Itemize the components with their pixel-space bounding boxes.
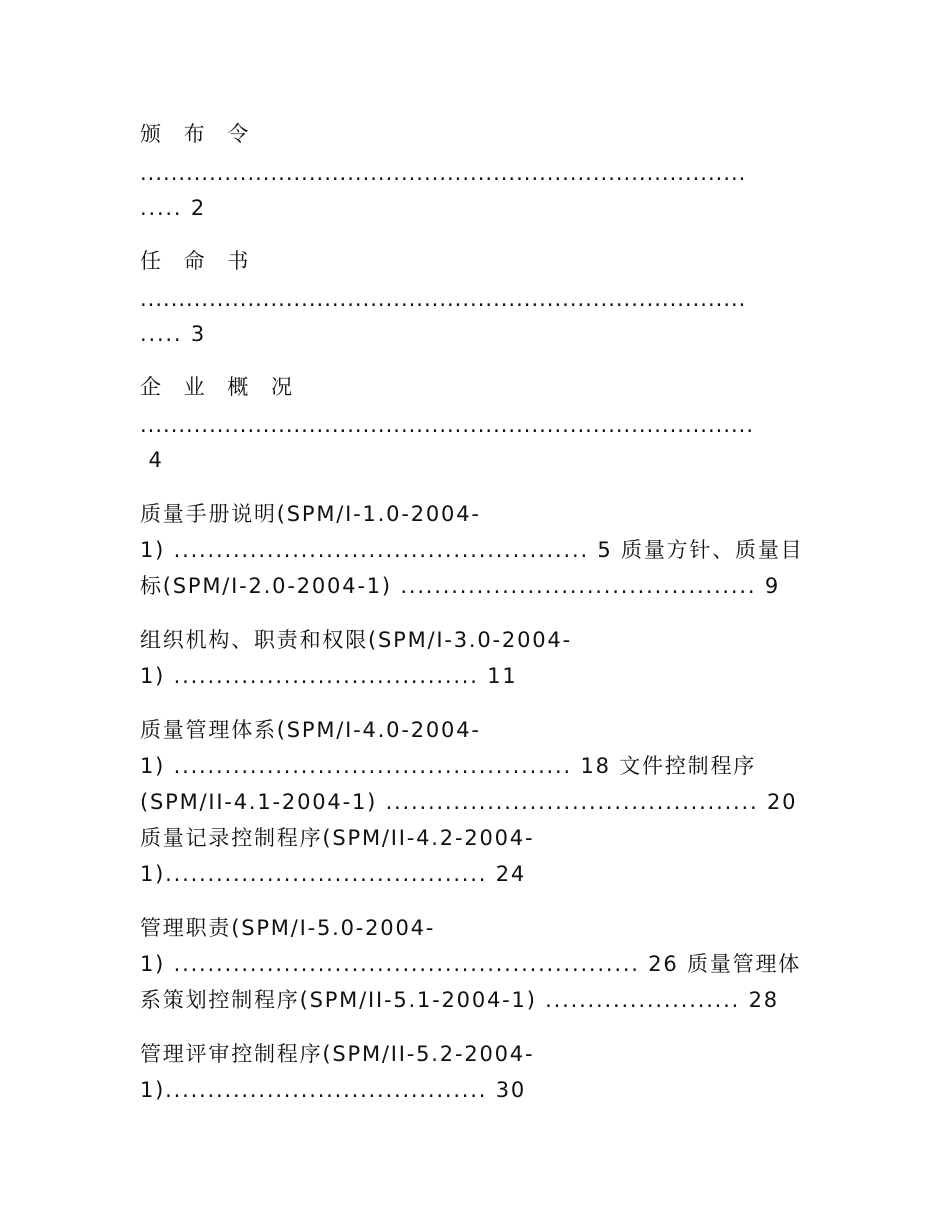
toc-line-company-profile-title: 企 业 概 况	[140, 375, 301, 399]
toc-line-dot-leader: ................................................................................	[140, 413, 755, 437]
toc-line-page-number: ..... 2	[140, 196, 207, 220]
toc-line-dot-leader: ...............................................................................	[140, 287, 747, 311]
toc-line-document-control: 1) ............................................... 18 文件控制程序	[140, 754, 757, 778]
toc-line-dot-leader: ...............................................................................	[140, 161, 747, 185]
toc-line-record-control: 质量记录控制程序(SPM/II-4.2-2004-	[140, 826, 535, 850]
toc-line-quality-policy: 1) ................................................. 5 质量方针、质量目	[140, 538, 804, 562]
toc-line-quality-manual-note: 质量手册说明(SPM/I-1.0-2004-	[140, 502, 481, 526]
toc-line-management-review-page: 1)...................................... 30	[140, 1078, 527, 1102]
toc-line-organization-page: 1) .................................... 11	[140, 664, 518, 688]
toc-line-document-control-code: (SPM/II-4.1-2004-1) ............................................ 20	[140, 790, 798, 814]
toc-line-qms-planning: 1) ....................................................... 26 质量管理体	[140, 952, 802, 976]
toc-line-management-review: 管理评审控制程序(SPM/II-5.2-2004-	[140, 1042, 535, 1066]
toc-line-appointment-title: 任 命 书	[140, 249, 257, 273]
toc-line-management-responsibility: 管理职责(SPM/I-5.0-2004-	[140, 916, 436, 940]
toc-line-page-number: ..... 3	[140, 322, 207, 346]
toc-line-quality-objective: 标(SPM/I-2.0-2004-1) .......................................... 9	[140, 574, 780, 598]
toc-line-qms: 质量管理体系(SPM/I-4.0-2004-	[140, 718, 481, 742]
toc-line-organization: 组织机构、职责和权限(SPM/I-3.0-2004-	[140, 628, 572, 652]
toc-line-promulgation-title: 颁 布 令	[140, 122, 257, 146]
toc-line-qms-planning-code: 系策划控制程序(SPM/II-5.1-2004-1) ....................... 28	[140, 988, 779, 1012]
toc-line-record-control-page: 1)...................................... 24	[140, 862, 527, 886]
toc-line-page-number: 4	[140, 448, 164, 472]
